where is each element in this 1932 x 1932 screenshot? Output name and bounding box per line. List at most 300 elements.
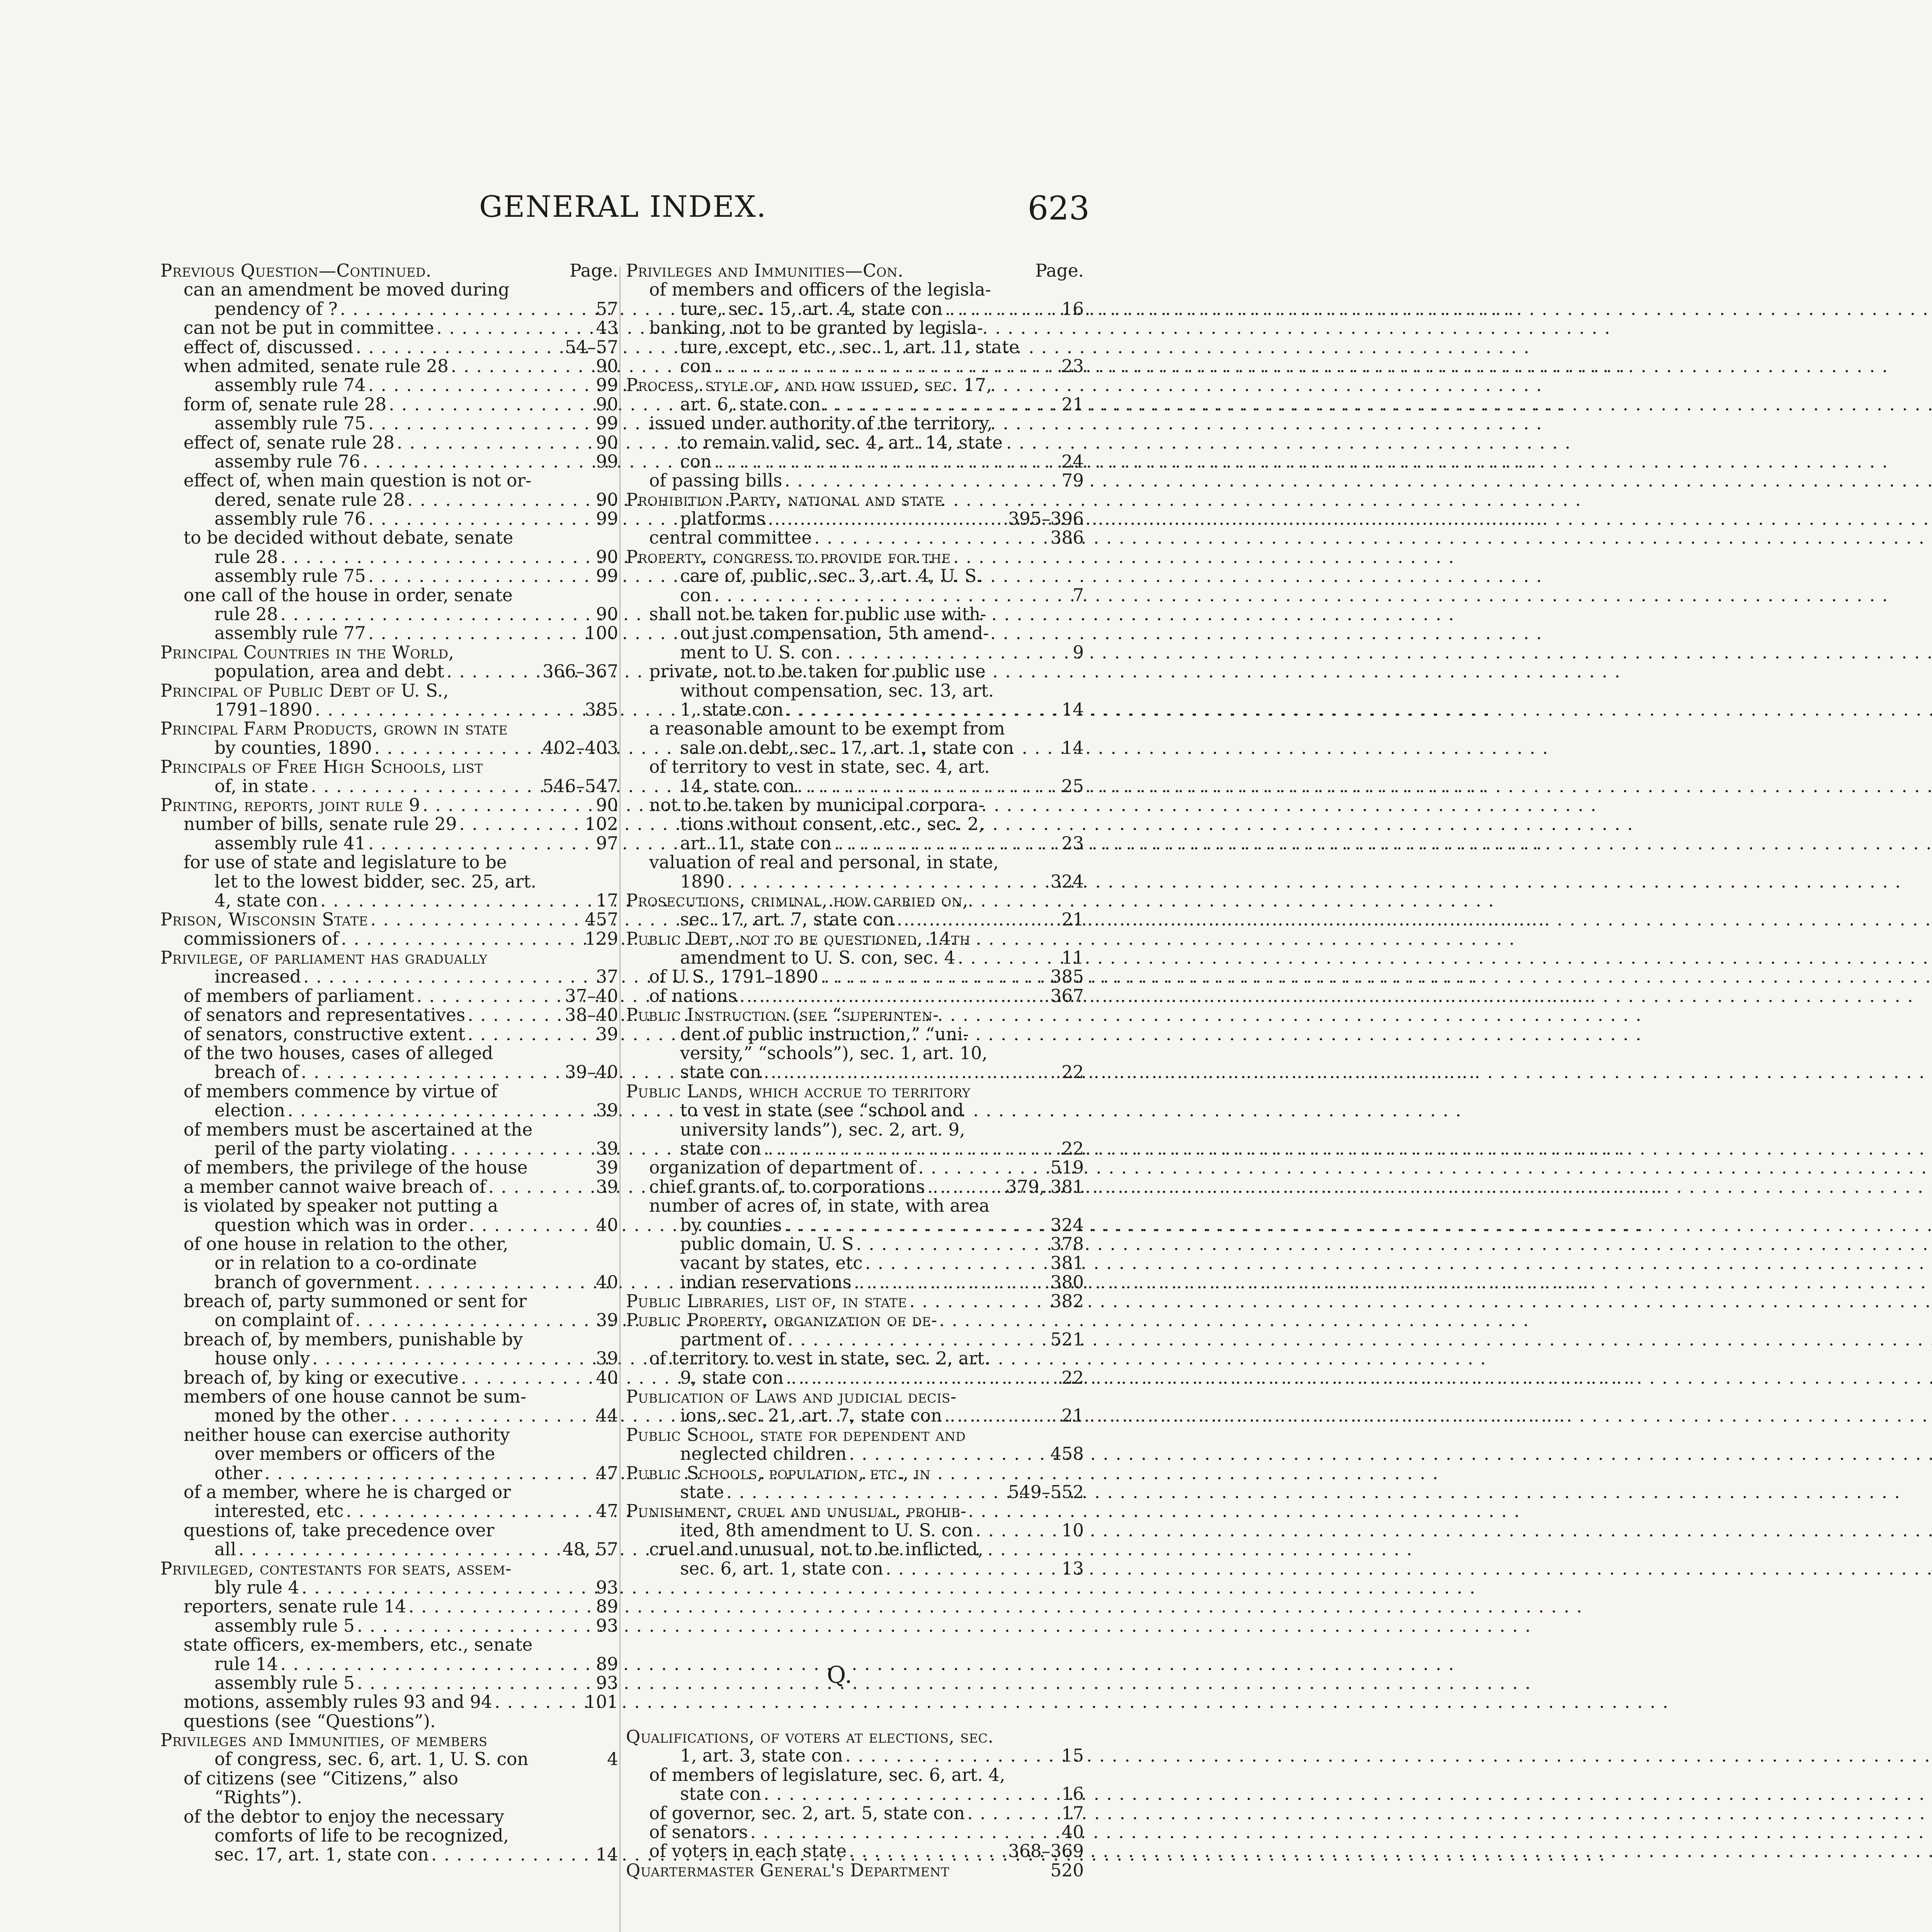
entry-text: number of acres of, in state, with area	[649, 1196, 990, 1216]
index-heading	[626, 1425, 1084, 1444]
running-title: GENERAL INDEX.	[479, 189, 767, 224]
entry-text: ture, sec. 15, art. 4, state con	[680, 298, 943, 319]
index-entry	[160, 414, 618, 433]
index-entry	[160, 1235, 618, 1253]
index-heading	[160, 261, 618, 280]
index-entry	[626, 986, 1084, 1005]
index-entry	[160, 509, 618, 528]
dot-leader	[865, 1253, 1045, 1272]
index-entry	[626, 738, 1084, 757]
entry-text: of members commence by virtue of	[184, 1081, 498, 1102]
page-ref: 385	[585, 699, 618, 720]
page-ref: 99	[596, 413, 618, 434]
page-ref: 44	[596, 1405, 618, 1426]
entry-text: assembly rule 76	[214, 509, 366, 529]
dot-leader	[431, 1845, 590, 1864]
index-entry	[626, 1063, 1084, 1082]
entry-text: effect of, senate rule 28	[184, 432, 395, 453]
index-entry	[160, 1139, 618, 1158]
index-entry	[160, 777, 618, 796]
entry-text: to be decided without debate, senate	[184, 527, 514, 548]
dot-leader	[845, 1746, 1056, 1765]
dot-leader	[238, 1540, 557, 1559]
entry-text: assembly rule 74	[214, 375, 366, 396]
entry-text: when admited, senate rule 28	[184, 355, 449, 376]
page-ref: 48, 57	[562, 1539, 618, 1560]
index-entry	[160, 1521, 618, 1540]
index-entry	[626, 872, 1084, 891]
entry-text: pendency of ?	[214, 298, 338, 319]
page-ref: 40	[1061, 1821, 1084, 1842]
index-entry	[160, 1425, 618, 1444]
entry-text: questions (see “Questions”).	[184, 1711, 436, 1731]
index-entry	[160, 1063, 618, 1082]
dot-leader	[764, 1139, 1056, 1158]
entry-text: Principal of Public Debt of U. S.,	[160, 680, 449, 701]
entry-text: assembly rule 75	[214, 566, 366, 587]
dot-leader	[786, 700, 1056, 719]
page-ref: 14	[1061, 737, 1084, 758]
entry-text: breach of, by king or executive	[184, 1367, 459, 1388]
dot-leader	[281, 605, 591, 624]
entry-text: assemby rule 76	[214, 451, 361, 472]
entry-text: house only	[214, 1348, 310, 1369]
page-ref: 90	[596, 394, 618, 415]
entry-text: assembly rule 75	[214, 413, 366, 434]
entry-text: of voters in each state	[649, 1841, 847, 1862]
index-entry	[160, 357, 618, 376]
index-entry	[160, 967, 618, 986]
dot-leader	[856, 1235, 1045, 1253]
entry-text: amendment to U. S. con, sec. 4	[680, 947, 956, 968]
dot-leader	[944, 1406, 1056, 1425]
page-ref: 368–369	[1008, 1841, 1084, 1862]
entry-text: Privilege, of parliament has gradually	[160, 947, 488, 968]
dot-leader	[886, 1559, 1056, 1578]
entry-text: care of, public, sec. 3, art. 4, U. S.	[680, 566, 982, 587]
index-entry	[160, 1044, 618, 1063]
entry-text: Public Property, organization of de-	[626, 1310, 937, 1331]
entry-text: 14, state con	[680, 776, 795, 796]
entry-text: sec. 17, art. 1, state con	[214, 1844, 429, 1865]
index-entry	[160, 1673, 618, 1692]
dot-leader	[468, 1005, 560, 1024]
index-entry	[626, 777, 1084, 796]
entry-text: assembly rule 5	[214, 1672, 355, 1693]
index-entry	[160, 586, 618, 605]
index-entry	[160, 1025, 618, 1044]
dot-leader	[797, 777, 1056, 796]
entry-text: private, not to be taken for public use	[649, 661, 986, 682]
index-entry	[160, 1655, 618, 1673]
index-entry	[160, 1826, 618, 1845]
page-ref: 90	[596, 546, 618, 567]
index-entry	[160, 1273, 618, 1292]
page-number: 623	[1027, 189, 1090, 227]
entry-text: members of one house cannot be sum-	[184, 1386, 527, 1407]
dot-leader	[362, 452, 590, 471]
index-entry	[626, 1559, 1084, 1578]
dot-leader	[787, 1330, 1045, 1349]
index-entry	[626, 1044, 1084, 1063]
index-entry	[626, 299, 1084, 318]
dot-leader	[459, 815, 579, 833]
index-heading	[626, 1464, 1084, 1483]
dot-leader	[368, 566, 591, 585]
index-entry	[160, 1444, 618, 1463]
dot-leader	[909, 1292, 1045, 1311]
page-ref: 101	[585, 1692, 618, 1713]
index-entry	[160, 395, 618, 414]
dot-leader	[311, 777, 537, 796]
page-ref: 379, 381	[1005, 1176, 1084, 1197]
index-entry	[626, 1540, 1084, 1559]
entry-text: art. 11, state con	[680, 833, 832, 854]
index-entry	[626, 719, 1084, 738]
page-ref: 7	[1073, 585, 1084, 605]
entry-text: sec. 17, art. 7, state con	[680, 909, 895, 930]
dot-leader	[355, 1311, 590, 1330]
section-letter-q: Q.	[827, 1662, 852, 1689]
page-ref: 386	[1050, 527, 1084, 548]
dot-leader	[281, 1655, 591, 1673]
q-index-section	[626, 1727, 1084, 1880]
index-entry	[626, 586, 1084, 605]
index-entry	[626, 796, 1084, 815]
index-entry	[160, 1597, 618, 1616]
entry-text: cruel and unusual, not to be inflicted,	[649, 1539, 983, 1560]
entry-text: of members, the privilege of the house	[184, 1157, 528, 1178]
dot-leader	[495, 1692, 580, 1711]
entry-text: population, area and debt	[214, 661, 444, 682]
entry-text: question which was in order	[214, 1214, 467, 1235]
entry-text: sec. 6, art. 1, state con	[680, 1558, 883, 1579]
page-ref: 549–552	[1008, 1482, 1084, 1502]
page-ref: 39	[596, 1348, 618, 1369]
index-entry	[626, 452, 1084, 471]
dot-leader	[451, 357, 590, 376]
dot-leader	[368, 509, 591, 528]
entry-text: moned by the other	[214, 1405, 389, 1426]
page-ref: 47	[596, 1501, 618, 1522]
entry-text: bly rule 4	[214, 1577, 299, 1598]
entry-text: Principal Countries in the World,	[160, 642, 454, 663]
dot-leader	[301, 1578, 590, 1597]
entry-text: of members must be ascertained at the	[184, 1119, 533, 1140]
page-ref: 21	[1061, 394, 1084, 415]
entry-text: effect of, discussed	[184, 337, 354, 357]
index-entry	[626, 433, 1084, 452]
entry-text: branch of government	[214, 1272, 412, 1293]
page-ref: 22	[1061, 1138, 1084, 1159]
index-entry	[626, 1444, 1084, 1463]
page-ref: 25	[1061, 776, 1084, 796]
index-entry	[160, 1387, 618, 1406]
index-entry	[160, 490, 618, 509]
page-ref: 23	[1061, 355, 1084, 376]
index-heading	[626, 261, 1084, 280]
index-entry	[160, 299, 618, 318]
entry-text: Privileges and Immunities, of members	[160, 1730, 488, 1751]
index-entry	[626, 1139, 1084, 1158]
index-entry	[160, 853, 618, 872]
dot-leader	[727, 872, 1045, 891]
page-ref: 39	[596, 1100, 618, 1121]
index-heading	[626, 1311, 1084, 1330]
dot-leader	[821, 967, 1045, 986]
index-entry	[626, 700, 1084, 719]
page-ref: 89	[596, 1653, 618, 1674]
entry-text: let to the lowest bidder, sec. 25, art.	[214, 871, 536, 892]
index-heading	[626, 1727, 1084, 1746]
page-ref: Page.	[1035, 260, 1084, 281]
entry-text: assembly rule 41	[214, 833, 366, 854]
page-ref: 4	[607, 1749, 618, 1770]
page-ref: 39	[596, 1157, 618, 1178]
dot-leader	[423, 796, 591, 815]
index-entry	[160, 452, 618, 471]
page-ref: Page.	[570, 260, 618, 281]
index-entry	[626, 1158, 1084, 1177]
dot-leader	[823, 395, 1056, 414]
index-entry	[160, 662, 618, 681]
entry-text: Prohibition Party, national and state	[626, 489, 944, 510]
index-entry	[160, 1101, 618, 1120]
page-ref: 40	[596, 1272, 618, 1293]
page-ref: 378	[1050, 1233, 1084, 1254]
page-ref: 93	[596, 1615, 618, 1636]
page-ref: 93	[596, 1672, 618, 1693]
page-ref: 99	[596, 375, 618, 396]
index-entry	[160, 1635, 618, 1654]
dot-leader	[408, 1597, 590, 1616]
index-heading	[626, 1861, 1084, 1880]
index-heading	[160, 796, 618, 815]
page-ref: 99	[596, 451, 618, 472]
index-heading	[626, 1502, 1084, 1520]
entry-text: all	[214, 1539, 236, 1560]
entry-text: peril of the party violating	[214, 1138, 448, 1159]
index-entry	[160, 566, 618, 585]
dot-leader	[301, 1063, 560, 1082]
dot-leader	[368, 624, 580, 643]
index-entry	[160, 1177, 618, 1196]
column-divider	[619, 267, 621, 1932]
entry-text: Process, style of, and how issued, sec. 17,	[626, 375, 992, 396]
index-entry	[626, 967, 1084, 986]
index-entry	[626, 1784, 1084, 1803]
page-ref: 13	[1061, 1558, 1084, 1579]
index-entry	[160, 738, 618, 757]
dot-leader	[340, 299, 591, 318]
entry-text: by counties	[680, 1214, 782, 1235]
page-ref: 93	[596, 1577, 618, 1598]
index-entry	[626, 414, 1084, 433]
dot-leader	[958, 948, 1056, 967]
index-entry	[626, 1842, 1084, 1861]
page-ref: 40	[596, 1367, 618, 1388]
entry-text: Punishment, cruel and unusual, prohib-	[626, 1501, 967, 1522]
entry-text: rule 14	[214, 1653, 278, 1674]
dot-leader	[918, 1158, 1045, 1177]
entry-text: Printing, reports, joint rule 9	[160, 794, 420, 815]
index-entry	[626, 1521, 1084, 1540]
index-heading	[626, 929, 1084, 948]
dot-leader	[436, 318, 590, 337]
entry-text: art. 6, state con	[680, 394, 821, 415]
index-entry	[160, 548, 618, 566]
index-entry	[626, 318, 1084, 337]
entry-text: state	[680, 1482, 724, 1502]
index-entry	[626, 1196, 1084, 1215]
entry-text: reporters, senate rule 14	[184, 1596, 406, 1617]
index-entry	[626, 1804, 1084, 1823]
entry-text: of the debtor to enjoy the necessary	[184, 1806, 504, 1827]
page-ref: 90	[596, 489, 618, 510]
entry-text: a reasonable amount to be exempt from	[649, 718, 1005, 739]
dot-leader	[389, 395, 590, 414]
index-heading	[626, 490, 1084, 509]
index-entry	[626, 1406, 1084, 1425]
index-entry	[160, 1540, 618, 1559]
page-ref: 16	[1061, 1784, 1084, 1804]
index-entry	[626, 681, 1084, 700]
entry-text: university lands”), sec. 2, art. 9,	[680, 1119, 965, 1140]
page-ref: 38–40	[565, 1005, 618, 1026]
dot-leader	[368, 376, 591, 395]
entry-text: Public Schools, population, etc., in	[626, 1463, 931, 1483]
page-ref: 39	[596, 1310, 618, 1331]
entry-text: Principals of Free High Schools, list	[160, 757, 483, 777]
index-entry	[160, 1311, 618, 1330]
dot-leader	[714, 357, 1056, 376]
index-entry	[626, 1216, 1084, 1235]
page-ref: 90	[596, 355, 618, 376]
dot-leader	[784, 471, 1056, 490]
entry-text: Principal Farm Products, grown in state	[160, 718, 508, 739]
index-entry	[160, 318, 618, 337]
entry-text: versity,” “schools”), sec. 1, art. 10,	[680, 1043, 988, 1064]
dot-leader	[287, 1101, 590, 1120]
dot-leader	[303, 967, 590, 986]
entry-text: neglected children	[680, 1444, 847, 1464]
index-entry	[160, 280, 618, 299]
entry-text: sale on debt, sec. 17, art. 1, state con	[680, 737, 1014, 758]
dot-leader	[849, 1444, 1045, 1463]
entry-text: state con	[680, 1784, 762, 1804]
page-ref: 17	[1061, 1803, 1084, 1823]
entry-text: of members of parliament	[184, 985, 414, 1006]
index-entry	[626, 1273, 1084, 1292]
index-entry	[160, 700, 618, 719]
dot-leader	[447, 662, 537, 681]
page-ref: 385	[1050, 966, 1084, 987]
entry-text: 1890	[680, 871, 725, 892]
index-heading	[160, 948, 618, 967]
page-ref: 21	[1061, 1405, 1084, 1426]
entry-text: of passing bills	[649, 470, 782, 491]
index-entry	[626, 815, 1084, 833]
index-entry	[160, 1464, 618, 1483]
page-ref: 79	[1061, 470, 1084, 491]
entry-text: without compensation, sec. 13, art.	[680, 680, 994, 701]
index-entry	[160, 1807, 618, 1826]
page-ref: 39–40	[565, 1062, 618, 1083]
index-entry	[160, 1005, 618, 1024]
index-entry	[160, 1120, 618, 1139]
page-ref: 102	[585, 814, 618, 835]
entry-text: number of bills, senate rule 29	[184, 814, 457, 835]
index-entry	[626, 1253, 1084, 1272]
page-ref: 90	[596, 604, 618, 625]
index-entry	[160, 1158, 618, 1177]
index-entry	[160, 624, 618, 643]
entry-text: con	[680, 585, 712, 605]
page-ref: 22	[1061, 1062, 1084, 1083]
page-ref: 37–40	[565, 985, 618, 1006]
dot-leader	[320, 891, 590, 910]
index-entry	[626, 1177, 1084, 1196]
entry-text: on complaint of	[214, 1310, 353, 1331]
entry-text: effect of, when main question is not or-	[184, 470, 532, 491]
entry-text: to remain valid, sec. 4, art. 14, state	[680, 432, 1003, 453]
page-ref: 14	[1061, 699, 1084, 720]
dot-leader	[346, 1502, 590, 1520]
entry-text: by counties, 1890	[214, 737, 372, 758]
entry-text: ture, except, etc., sec. 1, art. 11, state	[680, 337, 1019, 357]
index-entry	[626, 643, 1084, 662]
entry-text: Publication of Laws and judicial decis-	[626, 1386, 957, 1407]
entry-text: dent of public instruction,” “uni-	[680, 1024, 969, 1044]
index-entry	[160, 1253, 618, 1272]
index-entry	[626, 1823, 1084, 1842]
page-ref: 90	[596, 794, 618, 815]
index-heading	[160, 1731, 618, 1750]
entry-text: Prosecutions, criminal, how carried on,	[626, 890, 968, 911]
index-heading	[626, 891, 1084, 910]
entry-text: over members or officers of the	[214, 1444, 495, 1464]
page-ref: 382	[1050, 1291, 1084, 1312]
entry-text: con	[680, 355, 712, 376]
entry-text: 1791–1890	[214, 699, 313, 720]
entry-text: chief grants of, to corporations	[649, 1176, 925, 1197]
entry-text: state officers, ex-members, etc., senate	[184, 1634, 533, 1655]
index-entry	[626, 528, 1084, 547]
entry-text: indian reservations	[680, 1272, 852, 1293]
page-ref: 458	[1050, 1444, 1084, 1464]
entry-text: can not be put in committee	[184, 318, 434, 338]
entry-text: is violated by speaker not putting a	[184, 1196, 498, 1216]
entry-text: of territory to vest in state, sec. 4, art.	[649, 757, 990, 777]
dot-leader	[451, 1139, 591, 1158]
dot-leader	[764, 1063, 1056, 1082]
right-index-column	[626, 261, 1084, 1578]
page-ref: 11	[1061, 947, 1084, 968]
entry-text: of senators and representatives	[184, 1005, 466, 1026]
entry-text: Quartermaster General's Department	[626, 1860, 949, 1881]
entry-text: of nations	[649, 985, 737, 1006]
index-entry	[160, 1196, 618, 1215]
index-entry	[160, 471, 618, 490]
entry-text: rule 28	[214, 604, 278, 625]
dot-leader	[834, 834, 1056, 853]
page-ref: 57	[596, 298, 618, 319]
entry-text: comforts of life to be recognized,	[214, 1825, 509, 1846]
index-entry	[626, 1349, 1084, 1368]
entry-text: breach of	[214, 1062, 299, 1083]
entry-text: for use of state and legislature to be	[184, 852, 507, 873]
entry-text: of one house in relation to the other,	[184, 1233, 509, 1254]
